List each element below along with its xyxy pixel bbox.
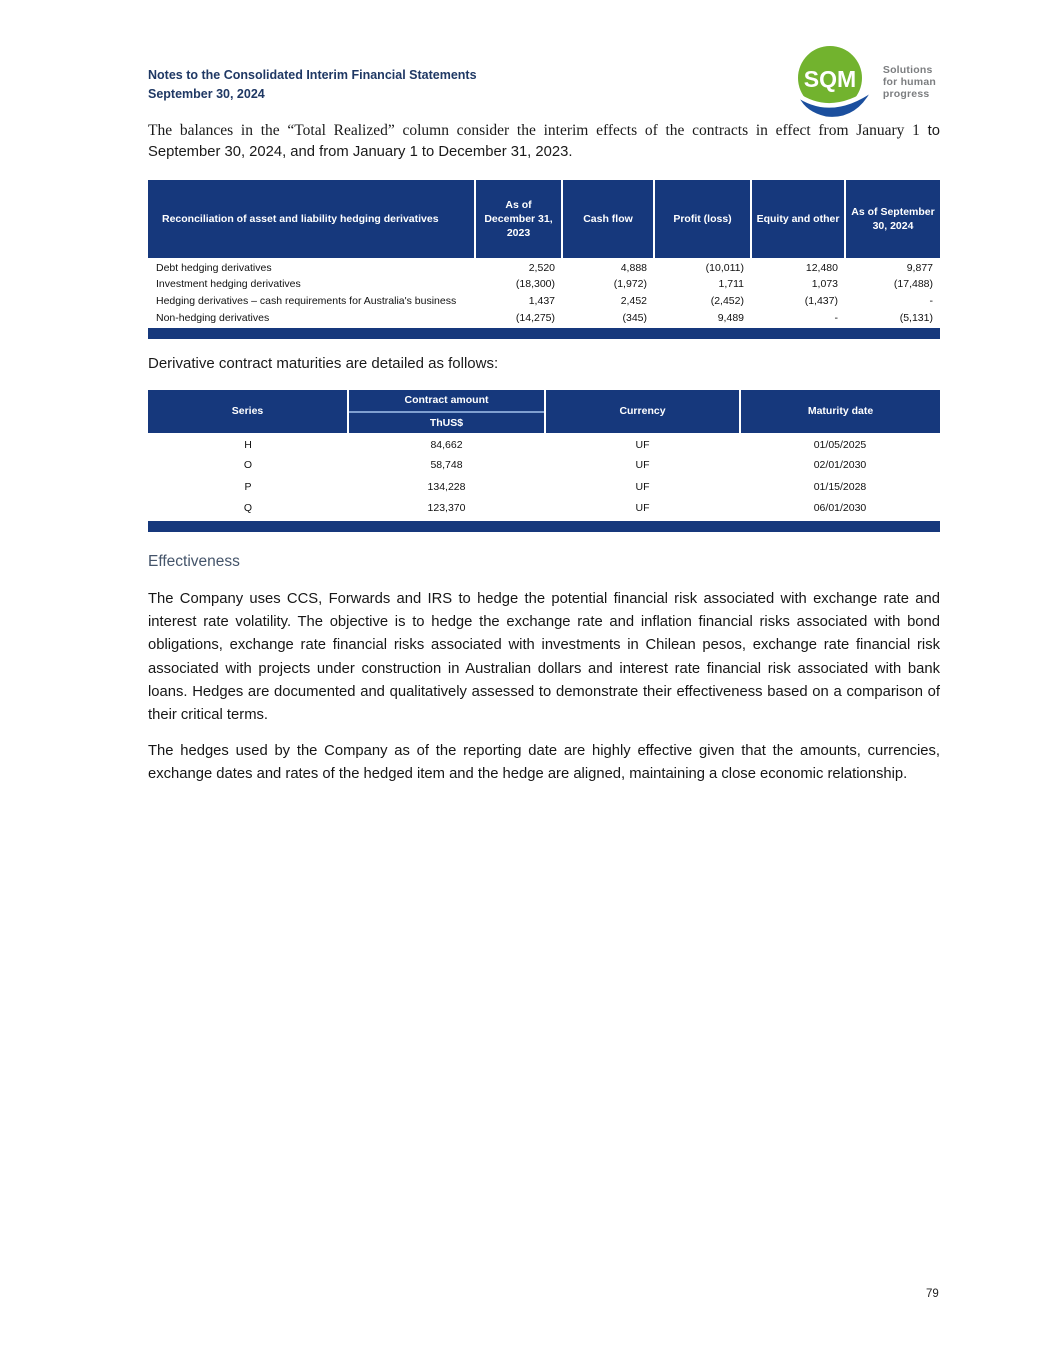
cell-maturity: 06/01/2030 <box>813 502 867 515</box>
cell-value: 2,452 <box>620 294 647 307</box>
cell-value: (1,972) <box>613 277 647 290</box>
document-title-line1: Notes to the Consolidated Interim Financial Statements <box>148 68 477 82</box>
table1-bottom-bar <box>148 328 940 339</box>
reconciliation-header-row <box>148 180 940 258</box>
col-header-as-of-sep-2024: As of September 30, 2024 <box>845 180 940 258</box>
row-label: Hedging derivatives – cash requirements for Australia's business <box>156 294 457 307</box>
cell-value: 4,888 <box>620 261 647 274</box>
cell-value: (5,131) <box>899 311 933 324</box>
tagline-line3: progress <box>882 87 930 100</box>
cell-value: (17,488) <box>893 277 933 290</box>
table-row <box>148 455 940 477</box>
tagline-line2: for human <box>882 76 936 89</box>
col-header-profit-loss: Profit (loss) <box>654 180 751 258</box>
cell-value: (14,275) <box>515 311 555 324</box>
effectiveness-paragraph-2: The hedges used by the Company as of the reporting date are highly effective given that the amounts, currencies, exchange dates and rates of the hedged item and the hedge are aligned, maintaining a close economic relationship. <box>148 743 940 783</box>
cell-series: O <box>243 459 253 472</box>
document-header <box>148 45 940 121</box>
cell-currency: UF <box>635 439 650 452</box>
cell-series: P <box>244 480 252 493</box>
intro-paragraph <box>148 120 940 163</box>
cell-value: 1,437 <box>528 294 555 307</box>
row-label: Investment hedging derivatives <box>156 277 301 290</box>
sqm-logo-icon <box>793 45 875 121</box>
cell-maturity: 02/01/2030 <box>813 459 867 472</box>
table-row <box>148 476 940 498</box>
cell-value: 1,073 <box>811 277 838 290</box>
page-number: 79 <box>926 1288 939 1300</box>
table-row <box>148 258 940 275</box>
maturities-header-row-1 <box>148 390 940 412</box>
col-header-reconciliation: Reconciliation of asset and liability hedging derivatives <box>148 180 475 258</box>
cell-value: - <box>834 311 838 324</box>
cell-maturity: 01/15/2028 <box>813 480 867 493</box>
cell-amount: 123,370 <box>427 502 466 515</box>
col-header-as-of-dec-2023: As of December 31, 2023 <box>475 180 562 258</box>
cell-value: - <box>929 294 933 307</box>
col-header-thus: ThUS$ <box>348 412 545 434</box>
col-header-currency: Currency <box>545 390 740 433</box>
table-row <box>148 292 940 309</box>
cell-series: H <box>244 439 252 452</box>
cell-value: 1,711 <box>718 277 744 290</box>
cell-value: (345) <box>622 311 647 324</box>
intro-sans-text: to September 30, 2024, and from January 1 to December 31, 2023. <box>148 123 940 161</box>
col-header-contract-amount: Contract amount <box>348 390 545 412</box>
tagline-line1: Solutions <box>882 64 933 77</box>
intro-serif-text: The balances in the “Total Realized” column consider the interim effects of the contracts in effect from January 1 <box>148 122 928 139</box>
cell-currency: UF <box>635 502 650 515</box>
cell-amount: 58,748 <box>430 459 463 472</box>
cell-value: 2,520 <box>528 261 555 274</box>
sqm-logo-text: SQM <box>803 66 857 92</box>
row-label: Debt hedging derivatives <box>156 261 272 274</box>
cell-value: (2,452) <box>710 294 744 307</box>
col-header-equity-other: Equity and other <box>751 180 845 258</box>
cell-value: (18,300) <box>515 277 555 290</box>
col-header-cash-flow: Cash flow <box>562 180 654 258</box>
cell-amount: 84,662 <box>430 439 463 452</box>
table-row <box>148 309 940 326</box>
cell-series: Q <box>243 502 253 515</box>
cell-value: 9,489 <box>717 311 744 324</box>
row-label: Non-hedging derivatives <box>156 311 270 324</box>
col-header-series: Series <box>148 390 348 433</box>
maturities-table <box>148 390 940 532</box>
table-row <box>148 498 940 520</box>
maturities-caption: Derivative contract maturities are detailed as follows: <box>148 355 499 372</box>
cell-amount: 134,228 <box>427 480 466 493</box>
cell-maturity: 01/05/2025 <box>813 439 867 452</box>
cell-value: (10,011) <box>705 261 744 274</box>
cell-currency: UF <box>635 459 650 472</box>
cell-value: 9,877 <box>906 261 933 274</box>
col-header-maturity-date: Maturity date <box>740 390 940 433</box>
effectiveness-heading: Effectiveness <box>148 553 240 570</box>
logo-tagline <box>883 65 936 100</box>
reconciliation-table <box>148 180 940 339</box>
document-title-block <box>148 66 477 105</box>
company-logo <box>793 45 936 121</box>
cell-currency: UF <box>635 480 650 493</box>
table-row <box>148 433 940 455</box>
table-row <box>148 275 940 292</box>
document-title-line2: September 30, 2024 <box>148 87 265 102</box>
table2-bottom-bar <box>148 521 940 532</box>
cell-value: (1,437) <box>804 294 838 307</box>
cell-value: 12,480 <box>805 261 838 274</box>
effectiveness-paragraph-1: The Company uses CCS, Forwards and IRS to hedge the potential financial risk associated with exchange rate and interest rate volatility. The objective is to hedge the exchange rate and inflation financial risks associated with bond obligations, exchange rate financial risks associated with investments in Chilean pesos, exchange rate financial risk associated with projects under construction in Australian dollars and interest rate financial risk associated with bank loans. Hedges are documented and qualitatively assessed to demonstrate their effectiveness based on a comparison of their critical terms. <box>148 591 940 724</box>
